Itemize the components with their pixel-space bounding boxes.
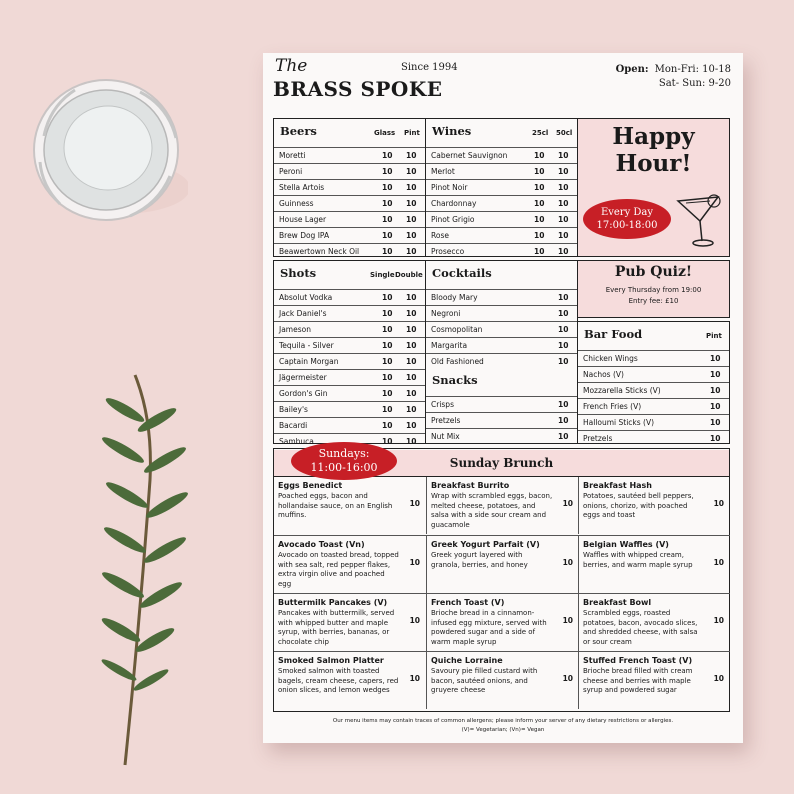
item-price-2: 10 — [558, 151, 569, 160]
menu-row — [426, 227, 577, 243]
brunch-item-price: 10 — [409, 558, 420, 567]
sunday-brunch-section — [273, 448, 730, 712]
item-name: Rose — [431, 231, 449, 240]
item-price: 10 — [534, 215, 545, 224]
brunch-item-desc: Potatoes, sautéed bell peppers, onions, chorizo, with poached eggs and toast — [583, 492, 694, 519]
item-price-2: 10 — [406, 231, 417, 240]
menu-sheet — [263, 53, 743, 743]
item-price-2: 10 — [406, 389, 417, 398]
menu-row — [274, 147, 425, 163]
item-price-2: 10 — [558, 215, 569, 224]
item-price: 10 — [382, 167, 393, 176]
brunch-item-price: 10 — [562, 499, 573, 508]
beers-col-pint: Pint — [404, 129, 420, 137]
item-price: 10 — [382, 437, 393, 446]
item-price-2: 10 — [710, 370, 721, 379]
rosemary-sprig-image — [95, 370, 205, 770]
brunch-item-name: French Toast (V) — [431, 598, 505, 607]
item-name: Pretzels — [583, 434, 613, 443]
cocktail-glass-icon — [674, 193, 724, 249]
item-name: Chardonnay — [431, 199, 477, 208]
wines-section — [425, 118, 578, 257]
item-price-2: 10 — [406, 373, 417, 382]
menu-row — [274, 289, 425, 305]
brand-title: BRASS SPOKE — [273, 77, 443, 101]
happy-hour-line1: Happy — [612, 123, 695, 150]
item-name: Prosecco — [431, 247, 465, 256]
brunch-item-desc: Savoury pie filled custard with bacon, sautéed onions, and gruyere cheese — [431, 667, 538, 694]
bar-food-section — [577, 321, 730, 444]
menu-row — [274, 401, 425, 417]
brunch-item — [426, 477, 579, 534]
menu-row — [426, 147, 577, 163]
brunch-item-desc: Brioche bread filled with cream cheese and berries with maple syrup and powdered sugar — [583, 667, 693, 694]
item-price-2: 10 — [558, 325, 569, 334]
item-price: 10 — [382, 357, 393, 366]
brunch-item-price: 10 — [562, 616, 573, 625]
item-name: French Fries (V) — [583, 402, 642, 411]
pub-quiz-title: Pub Quiz! — [614, 264, 693, 280]
item-price: 10 — [534, 151, 545, 160]
item-name: Sambuca — [279, 437, 314, 446]
item-price-2: 10 — [406, 437, 417, 446]
brunch-item — [426, 651, 579, 709]
wines-title: Wines — [432, 124, 472, 138]
item-price-2: 10 — [710, 354, 721, 363]
menu-row — [426, 289, 577, 305]
brunch-item-price: 10 — [713, 674, 724, 683]
brunch-item-name: Belgian Waffles (V) — [583, 540, 669, 549]
item-price-2: 10 — [558, 416, 569, 425]
brunch-item-desc: Brioche bread in a cinnamon-infused egg mixture, served with powdered sugar and a side of warm maple syrup — [431, 609, 547, 646]
item-price-2: 10 — [558, 293, 569, 302]
item-price: 10 — [382, 199, 393, 208]
happy-hour-badge — [583, 199, 671, 239]
happy-hour-badge-line2: 17:00-18:00 — [596, 220, 658, 231]
item-price: 10 — [382, 373, 393, 382]
menu-row — [274, 179, 425, 195]
menu-row — [274, 163, 425, 179]
item-price: 10 — [382, 183, 393, 192]
menu-row — [274, 227, 425, 243]
menu-row — [426, 428, 577, 444]
brunch-item-desc: Avocado on toasted bread, topped with sea salt, red pepper flakes, extra virgin olive and poached egg — [278, 551, 399, 588]
item-price-2: 10 — [406, 405, 417, 414]
brunch-item-price: 10 — [409, 674, 420, 683]
sunday-brunch-title: Sunday Brunch — [274, 450, 729, 477]
allergen-note: Our menu items may contain traces of common allergens; please inform your server of any dietary restrictions or allergies. — [332, 718, 674, 724]
brunch-item — [578, 593, 730, 651]
bar-food-title: Bar Food — [584, 327, 643, 341]
item-price-2: 10 — [558, 183, 569, 192]
cocktails-snacks-section — [425, 260, 578, 444]
since-year: Since 1994 — [401, 62, 458, 73]
item-price: 10 — [382, 421, 393, 430]
menu-row — [426, 195, 577, 211]
menu-row — [578, 414, 729, 430]
menu-row — [426, 243, 577, 259]
item-price-2: 10 — [406, 341, 417, 350]
item-name: Merlot — [431, 167, 455, 176]
sundays-badge-line1: Sundays: — [318, 447, 370, 460]
brunch-item-name: Quiche Lorraine — [431, 656, 503, 665]
item-price-2: 10 — [558, 400, 569, 409]
item-name: Mozzarella Sticks (V) — [583, 386, 661, 395]
sundays-badge-line2: 11:00-16:00 — [310, 461, 378, 474]
item-price-2: 10 — [558, 167, 569, 176]
water-glass-image — [30, 76, 188, 226]
item-name: Brew Dog IPA — [279, 231, 330, 240]
menu-row — [426, 163, 577, 179]
menu-row — [274, 369, 425, 385]
diet-legend: (V)= Vegetarian; (Vn)= Vegan — [461, 727, 545, 733]
brunch-item — [578, 651, 730, 709]
shots-col-single: Single — [370, 271, 395, 279]
brunch-item — [426, 593, 579, 651]
brunch-item — [274, 593, 426, 651]
item-price-2: 10 — [710, 418, 721, 427]
pub-quiz-schedule: Every Thursday from 19:00 — [605, 286, 702, 294]
bar-food-col-pint: Pint — [706, 332, 722, 340]
item-name: Pretzels — [431, 416, 461, 425]
wines-col-50cl: 50cl — [556, 129, 573, 137]
item-name: Moretti — [279, 151, 306, 160]
menu-row — [426, 211, 577, 227]
item-price-2: 10 — [406, 199, 417, 208]
menu-row — [578, 430, 729, 446]
brunch-item-name: Eggs Benedict — [278, 481, 343, 490]
item-name: Absolut Vodka — [279, 293, 333, 302]
brunch-item-price: 10 — [562, 674, 573, 683]
brunch-item-name: Avocado Toast (Vn) — [278, 540, 365, 549]
item-name: Old Fashioned — [431, 357, 484, 366]
open-label: Open: — [615, 64, 649, 75]
brunch-item-name: Greek Yogurt Parfait (V) — [431, 540, 540, 549]
brunch-item — [578, 477, 730, 534]
brunch-item-name: Stuffed French Toast (V) — [583, 656, 693, 665]
item-price: 10 — [382, 325, 393, 334]
item-name: Peroni — [279, 167, 303, 176]
item-price: 10 — [534, 231, 545, 240]
item-price-2: 10 — [406, 293, 417, 302]
item-price-2: 10 — [406, 151, 417, 160]
item-name: Nut Mix — [431, 432, 460, 441]
item-price-2: 10 — [406, 183, 417, 192]
item-name: Beawertown Neck Oil — [279, 247, 360, 256]
brunch-item-name: Buttermilk Pancakes (V) — [278, 598, 388, 607]
hours-weekend: Sat- Sun: 9-20 — [658, 78, 731, 89]
brunch-item-price: 10 — [409, 499, 420, 508]
brunch-item-price: 10 — [562, 558, 573, 567]
item-price-2: 10 — [406, 421, 417, 430]
item-price: 10 — [534, 183, 545, 192]
brunch-item — [274, 651, 426, 709]
item-price-2: 10 — [710, 386, 721, 395]
item-name: House Lager — [279, 215, 327, 224]
brunch-item-price: 10 — [713, 558, 724, 567]
item-price-2: 10 — [406, 167, 417, 176]
item-name: Chicken Wings — [583, 354, 638, 363]
brunch-item — [274, 477, 426, 534]
menu-row — [426, 353, 577, 369]
item-price-2: 10 — [406, 247, 417, 256]
item-price: 10 — [534, 199, 545, 208]
menu-row — [274, 417, 425, 433]
brunch-item — [426, 535, 579, 593]
item-name: Captain Morgan — [279, 357, 339, 366]
item-name: Bloody Mary — [431, 293, 478, 302]
brunch-item-name: Smoked Salmon Platter — [278, 656, 384, 665]
beers-title: Beers — [280, 124, 317, 138]
item-price-2: 10 — [558, 341, 569, 350]
item-name: Halloumi Sticks (V) — [583, 418, 655, 427]
brunch-item-name: Breakfast Bowl — [583, 598, 652, 607]
item-price-2: 10 — [558, 309, 569, 318]
brunch-item-name: Breakfast Burrito — [431, 481, 510, 490]
item-price: 10 — [382, 247, 393, 256]
item-price-2: 10 — [710, 434, 721, 443]
brunch-item — [578, 535, 730, 593]
cocktails-title: Cocktails — [432, 266, 492, 280]
happy-hour-badge-line1: Every Day — [600, 207, 654, 218]
item-price: 10 — [382, 215, 393, 224]
brunch-item-price: 10 — [409, 616, 420, 625]
happy-hour-line2: Hour! — [615, 150, 692, 177]
item-price-2: 10 — [558, 247, 569, 256]
snacks-title: Snacks — [432, 373, 478, 387]
menu-row — [274, 243, 425, 259]
shots-title: Shots — [280, 266, 317, 280]
item-price-2: 10 — [406, 357, 417, 366]
item-price-2: 10 — [406, 325, 417, 334]
item-price-2: 10 — [558, 199, 569, 208]
shots-col-double: Double — [395, 271, 423, 279]
menu-row — [274, 195, 425, 211]
pub-quiz-box — [577, 260, 730, 318]
brunch-item-desc: Poached eggs, bacon and hollandaise sauce, on an English muffins. — [278, 492, 393, 519]
item-name: Stella Artois — [279, 183, 325, 192]
menu-row — [426, 412, 577, 428]
menu-row — [578, 350, 729, 366]
hours-weekday: Mon-Fri: 10-18 — [654, 64, 731, 75]
menu-row — [426, 337, 577, 353]
menu-row — [426, 305, 577, 321]
item-name: Pinot Grigio — [431, 215, 475, 224]
item-name: Cosmopolitan — [431, 325, 483, 334]
brunch-item-desc: Smoked salmon with toasted bagels, cream cheese, capers, red onion slices, and lemon wedges — [278, 667, 399, 694]
brunch-item — [274, 535, 426, 593]
happy-hour-box — [577, 118, 730, 257]
menu-row — [274, 385, 425, 401]
item-name: Bailey's — [279, 405, 308, 414]
opening-hours — [616, 63, 731, 91]
brunch-item-price: 10 — [713, 499, 724, 508]
item-price-2: 10 — [558, 432, 569, 441]
item-name: Negroni — [431, 309, 461, 318]
beers-col-glass: Glass — [374, 129, 396, 137]
menu-row — [274, 337, 425, 353]
item-price: 10 — [382, 151, 393, 160]
menu-row — [274, 321, 425, 337]
item-price: 10 — [382, 309, 393, 318]
item-price-2: 10 — [406, 309, 417, 318]
item-price-2: 10 — [558, 357, 569, 366]
item-price: 10 — [382, 389, 393, 398]
item-price-2: 10 — [406, 215, 417, 224]
menu-row — [426, 179, 577, 195]
item-name: Jägermeister — [279, 373, 327, 382]
brunch-item-desc: Waffles with whipped cream, berries, and warm maple syrup — [583, 551, 693, 569]
brunch-item-desc: Pancakes with buttermilk, served with whipped butter and maple syrup, with berries, bananas, or chocolate chip — [278, 609, 395, 646]
item-name: Bacardi — [279, 421, 308, 430]
item-name: Margarita — [431, 341, 468, 350]
item-name: Crisps — [431, 400, 454, 409]
item-price: 10 — [382, 231, 393, 240]
happy-hour-title — [578, 123, 729, 177]
menu-row — [578, 366, 729, 382]
brunch-item-desc: Scrambled eggs, roasted potatoes, bacon, avocado slices, and shredded cheese, with salsa or sour cream — [583, 609, 698, 646]
item-name: Guinness — [279, 199, 314, 208]
item-price: 10 — [382, 341, 393, 350]
wines-col-25cl: 25cl — [532, 129, 549, 137]
menu-row — [578, 382, 729, 398]
menu-row — [274, 305, 425, 321]
menu-row — [274, 353, 425, 369]
brunch-item-desc: Greek yogurt layered with granola, berries, and honey — [431, 551, 528, 569]
item-name: Pinot Noir — [431, 183, 468, 192]
item-price: 10 — [382, 293, 393, 302]
item-name: Nachos (V) — [583, 370, 624, 379]
menu-row — [426, 396, 577, 412]
beers-section — [273, 118, 426, 257]
item-name: Gordon's Gin — [279, 389, 328, 398]
brunch-item-desc: Wrap with scrambled eggs, bacon, melted cheese, potatoes, and salsa with a side sour cream and guacamole — [431, 492, 553, 529]
menu-row — [426, 321, 577, 337]
item-name: Jack Daniel's — [279, 309, 327, 318]
item-name: Jameson — [279, 325, 311, 334]
brunch-item-price: 10 — [713, 616, 724, 625]
item-price: 10 — [534, 247, 545, 256]
brand-prefix: The — [275, 56, 308, 76]
item-price-2: 10 — [710, 402, 721, 411]
menu-row — [274, 211, 425, 227]
item-price: 10 — [534, 167, 545, 176]
item-name: Tequila - Silver — [279, 341, 334, 350]
sundays-badge — [291, 442, 397, 480]
brunch-item-name: Breakfast Hash — [583, 481, 652, 490]
pub-quiz-fee: Entry fee: £10 — [628, 297, 679, 305]
item-name: Cabernet Sauvignon — [431, 151, 508, 160]
item-price-2: 10 — [558, 231, 569, 240]
menu-row — [578, 398, 729, 414]
shots-section — [273, 260, 426, 444]
item-price: 10 — [382, 405, 393, 414]
